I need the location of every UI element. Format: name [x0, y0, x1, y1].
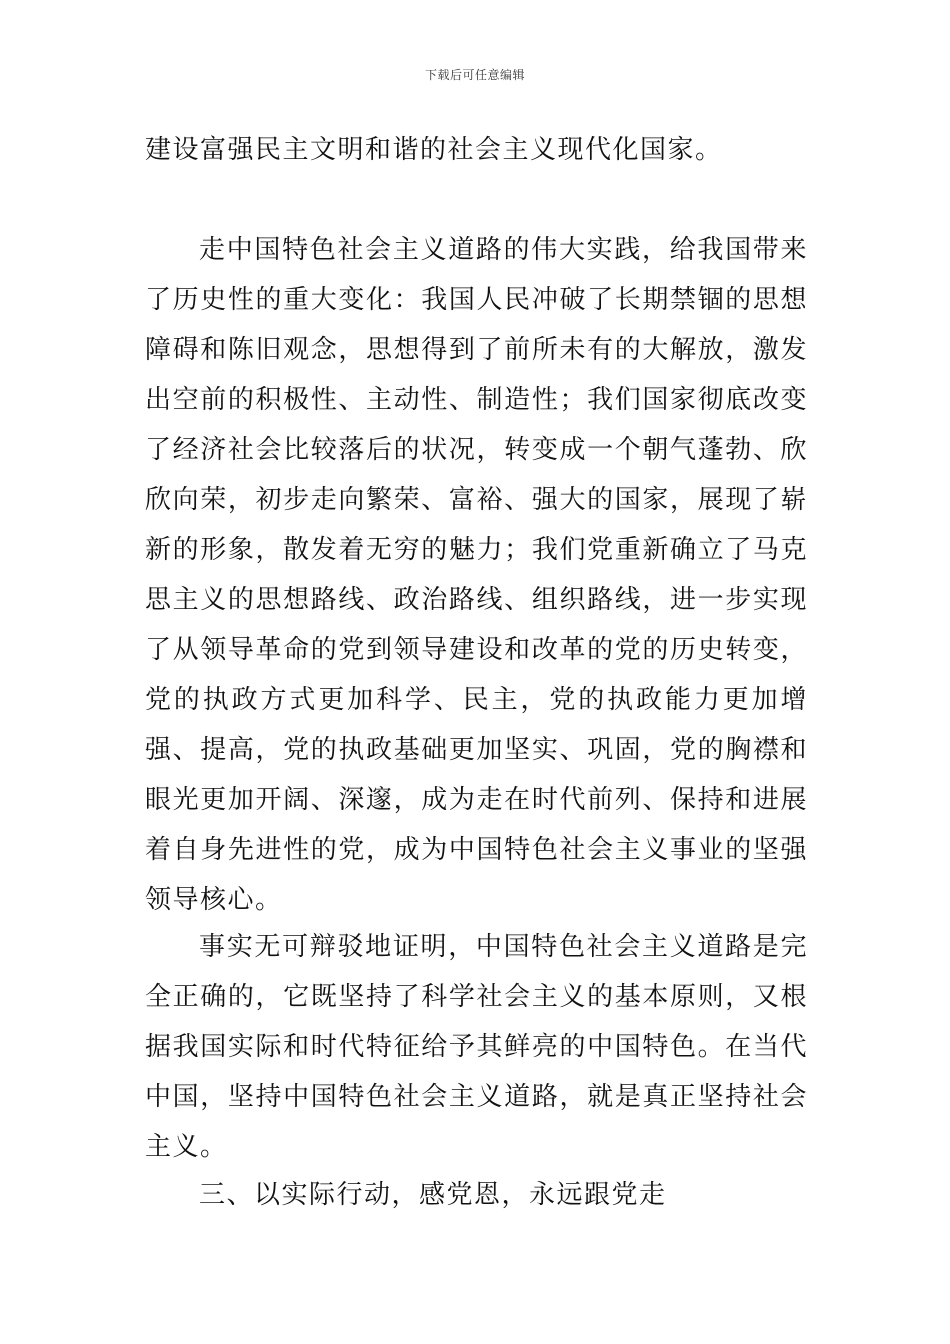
paragraph-3-text: 事实无可辩驳地证明，中国特色社会主义道路是完全正确的，它既坚持了科学社会主义的基本原则，又根据我国实际和时代特征给予其鲜亮的中国特色。在当代中国，坚持中国特色社会主义道路，就是真正坚持社会主义。: [145, 932, 808, 1162]
section-heading: [145, 1170, 808, 1220]
paragraph-3: [145, 922, 808, 1172]
paragraph-2-text: 走中国特色社会主义道路的伟大实践，给我国带来了历史性的重大变化：我国人民冲破了长期禁锢的思想障碍和陈旧观念，思想得到了前所未有的大解放，激发出空前的积极性、主动性、制造性；我们国家彻底改变了经济社会比较落后的状况，转变成一个朝气蓬勃、欣欣向荣，初步走向繁荣、富裕、强大的国家，展现了崭新的形象，散发着无穷的魅力；我们党重新确立了马克思主义的思想路线、政治路线、组织路线，进一步实现了从领导革命的党到领导建设和改革的党的历史转变，党的执政方式更加科学、民主，党的执政能力更加增强、提高，党的执政基础更加坚实、巩固，党的胸襟和眼光更加开阔、深邃，成为走在时代前列、保持和进展着自身先进性的党，成为中国特色社会主义事业的坚强领导核心。: [145, 235, 808, 915]
section-heading-text: 三、以实际行动，感党恩，永远跟党走: [199, 1180, 667, 1210]
header-note: 下载后可任意编辑: [424, 68, 525, 82]
paragraph-1: [145, 125, 808, 175]
paragraph-2: [145, 225, 808, 925]
paragraph-1-text: 建设富强民主文明和谐的社会主义现代化国家。: [145, 135, 723, 165]
